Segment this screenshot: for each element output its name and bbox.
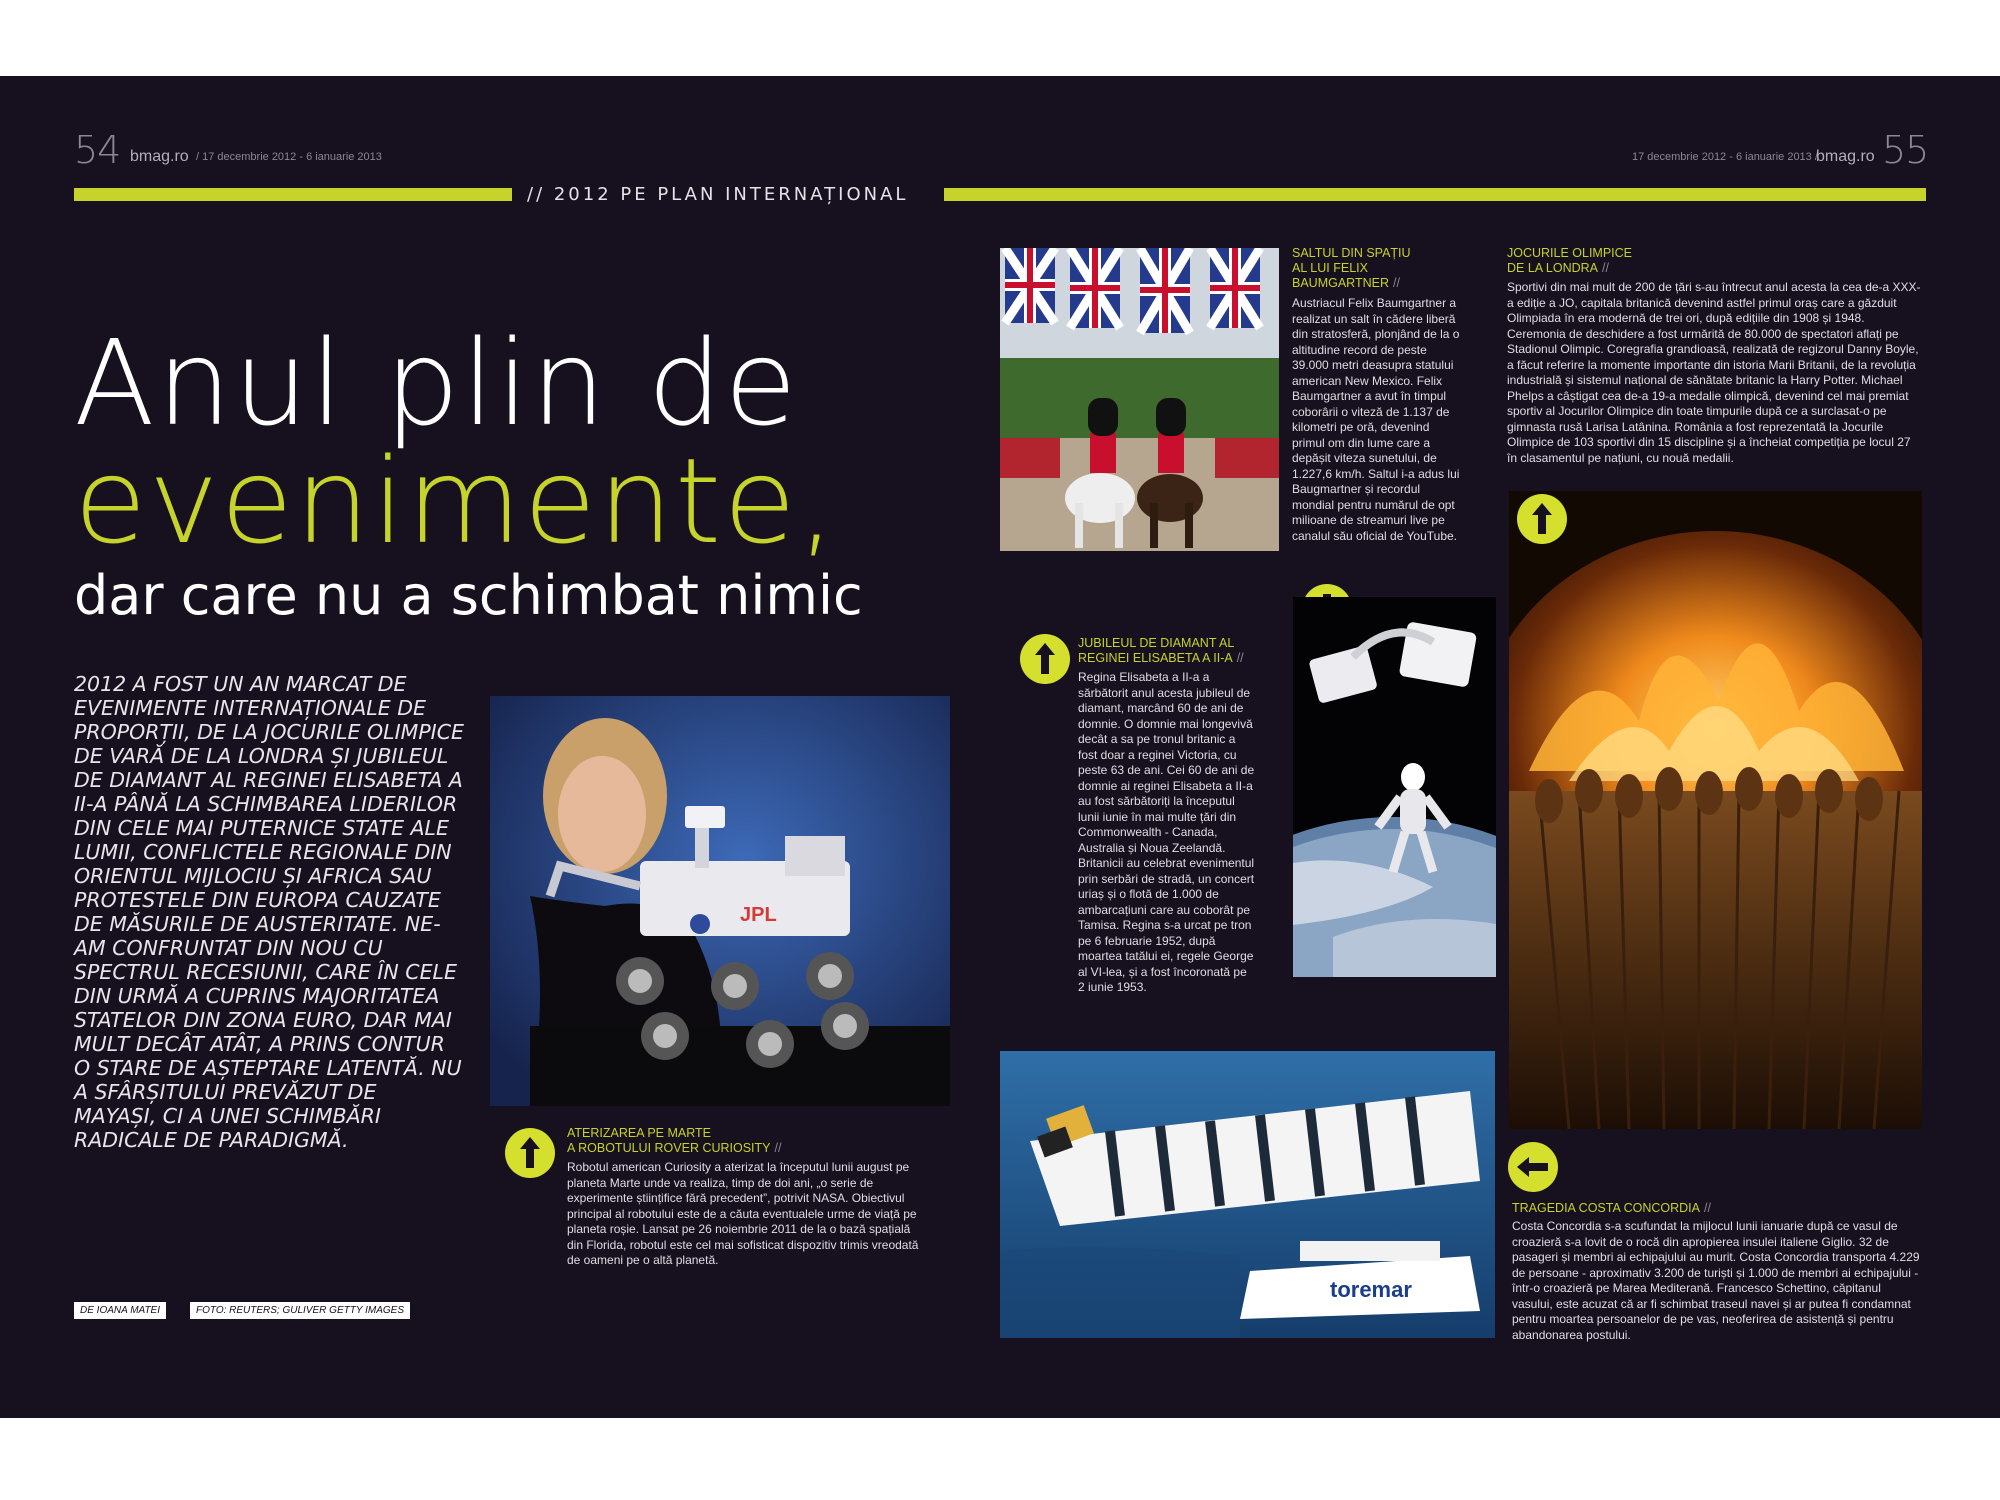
headline-line-3: dar care nu a schimbat nimic [74, 564, 863, 627]
arrow-up-icon-olympics [1517, 494, 1567, 544]
issue-date-left: / 17 decembrie 2012 - 6 ianuarie 2013 [196, 151, 382, 163]
story-concordia-title: TRAGEDIA COSTA CONCORDIA // [1512, 1201, 1711, 1215]
story-concordia-text: Costa Concordia s-a scufundat la mijlocul lunii ianuarie după ce vasul de croazieră s-a lovit de o rocă din apropierea insulei italiene Giglio. 32 de pasageri și membri ai echipajului au murit. Costa Concordia transporta 4.229 de persoane - aproximativ 3.200 de turiști și 1.000 de membri ai echipajului - într-o croazieră pe Marea Mediterană. Francesco Schettino, căpitanul vasului, este acuzat că ar fi schimbat traseul navei și ar putea fi condamnat pentru moartea persoanelor de pe vas, neoferirea de asistență și pentru abandonarea postului. [1512, 1219, 1920, 1342]
arrow-up-icon [505, 1128, 555, 1178]
headline-line-1: Anul plin de [74, 314, 799, 452]
story-jubilee-title-line-2: REGINEI ELISABETA A II-A [1078, 651, 1233, 665]
rover-jpl-label: JPL [740, 904, 777, 926]
right-page-number: 55 [1882, 128, 1929, 172]
ferry-label: toremar [1330, 1277, 1412, 1302]
section-title: // 2012 PE PLAN INTERNAȚIONAL [527, 184, 909, 205]
story-mars-title-line-2: A ROBOTULUI ROVER CURIOSITY [567, 1141, 771, 1155]
intro-paragraph: 2012 A FOST UN AN MARCAT DE EVENIMENTE INTERNAȚIONALE DE PROPORȚII, DE LA JOCURILE OLIMPICE DE VARĂ DE LA LONDRA ȘI JUBILEUL DE DIAMANT AL REGINEI ELISABETA A II-A PÂNĂ LA SCHIMBAREA LIDERILOR DIN CELE MAI PUTERNICE STATE ALE LUMII, CONFLICTELE REGIONALE DIN ORIENTUL MIJLOCIU ȘI AFRICA SAU PROTESTELE DIN EUROPA CAUZATE DE MĂSURILE DE AUSTERITATE. NE-AM CONFRUNTAT DIN NOU CU SPECTRUL RECESIUNII, CARE ÎN CELE DIN URMĂ A CUPRINS MAJORITATEA STATELOR DIN ZONA EURO, DAR MAI MULT DECÂT ATÂT, A PRINS CONTUR O STARE DE AȘTEPTARE LATENTĂ. NU A SFÂRȘITULUI PREVĂZUT DE MAYAȘI, CI A UNEI SCHIMBĂRI RADICALE DE PARADIGMĂ. [74, 672, 464, 1152]
jubilee-photo-illustration [1000, 248, 1279, 551]
cauldron-photo-illustration [1509, 491, 1922, 1129]
story-jump-title-line-3: BAUMGARTNER [1292, 276, 1390, 290]
space-jump-photo [1293, 597, 1496, 977]
story-olympics-title: JOCURILE OLIMPICE DE LA LONDRA // [1507, 246, 1707, 276]
headline-line-2: evenimente, [74, 432, 838, 570]
header-rule-left [74, 188, 512, 201]
arrow-up-icon-jubilee [1020, 634, 1070, 684]
cauldron-photo [1509, 491, 1922, 1129]
story-jubilee-title: JUBILEUL DE DIAMANT AL REGINEI ELISABETA A II-A // [1078, 636, 1283, 666]
rover-photo-illustration [490, 696, 950, 1106]
story-concordia-title-line-1: TRAGEDIA COSTA CONCORDIA [1512, 1201, 1700, 1215]
jubilee-photo [1000, 248, 1279, 551]
rover-photo [490, 696, 950, 1106]
story-olympics-text: Sportivi din mai mult de 200 de țări s-au întrecut anul acesta la cea de-a XXX-a ediție a JO, capitala britanică devenind astfel primul oraș care a găzduit Olimpiada în era modernă de trei ori, după edițiile din 1908 și 1948. Ceremonia de deschidere a fost urmărită de 80.000 de spectatori aflați pe Stadionul Olimpic. Coregrafia grandioasă, realizată de regizorul Danny Boyle, a făcut referire la momente importante din istoria Marii Britanii, de la revoluția industrială și sistemul național de sănătate britanic la Harry Potter. Michael Phelps a câștigat cea de-a 19-a medalie olimpică, devenind cel mai premiat sportiv al Jocurilor Olimpice din toate timpurile după ce a surclasat-o pe gimnasta rusă Larisa Latânina. România a fost reprezentată la Jocurile Olimpice de 103 sportivi din 15 discipline și a încheiat competiția pe locul 27 în clasamentul pe națiuni, cu nouă medalii. [1507, 280, 1921, 465]
story-mars-text: Robotul american Curiosity a aterizat la începutul lunii august pe planeta Marte unde va realiza, timp de doi ani, „o serie de experimente științifice fără precedent”, potrivit NASA. Obiectivul principal al robotului este de a căuta eventualele urme de viață pe planeta roșie. Lansat pe 26 noiembrie 2011 de la o bază spațială din Florida, robotul este cel mai sofisticat dispozitiv trimis vreodată de oameni pe o altă planetă. [567, 1160, 919, 1267]
story-jump-title-line-2: AL LUI FELIX [1292, 261, 1368, 275]
space-jump-photo-illustration [1293, 597, 1496, 977]
site-name-left: bmag.ro [130, 148, 189, 165]
left-page-number: 54 [74, 128, 121, 172]
concordia-photo-illustration [1000, 1051, 1495, 1338]
site-name-right: bmag.ro [1816, 148, 1875, 165]
story-olympics-title-line-1: JOCURILE OLIMPICE [1507, 246, 1633, 260]
author-credit: DE IOANA MATEI [74, 1302, 166, 1319]
story-mars-title: ATERIZAREA PE MARTE A ROBOTULUI ROVER CURIOSITY // [567, 1126, 947, 1156]
photo-credit: FOTO: REUTERS; GULIVER GETTY IMAGES [190, 1302, 410, 1319]
story-olympics-title-line-2: DE LA LONDRA [1507, 261, 1599, 275]
story-jump-title-line-1: SALTUL DIN SPAȚIU [1292, 246, 1411, 260]
header-rule-right [944, 188, 1926, 201]
magazine-spread [0, 76, 2000, 1418]
story-mars-title-line-1: ATERIZAREA PE MARTE [567, 1126, 712, 1140]
story-jubilee-title-line-1: JUBILEUL DE DIAMANT AL [1078, 636, 1235, 650]
issue-date-right: 17 decembrie 2012 - 6 ianuarie 2013 / [1632, 151, 1818, 163]
story-jubilee-text: Regina Elisabeta a II-a a sărbătorit anul acesta jubileul de diamant, marcând 60 de ani de domnie. O domnie mai longevivă decât a sa pe tronul britanic a fost doar a reginei Victoria, cu peste 63 de ani. Cei 60 de ani de domnie ai reginei Elisabeta a II-a au fost sărbătoriți la începutul lunii iunie în mai multe țări din Commonwealth - Canada, Australia și Noua Zeelandă. Britanicii au celebrat evenimentul prin serbări de stradă, un concert uriaș și o flotă de 1.000 de ambarcațiuni care au coborât pe Tamisa. Regina s-a urcat pe tron pe 6 februarie 1952, după moartea tatălui ei, regele George al VI-lea, și a fost încoronată pe 2 iunie 1953. [1078, 670, 1255, 994]
story-jump-text: Austriacul Felix Baumgartner a realizat un salt în cădere liberă din stratosferă, plonjând de la o altitudine record de peste 39.000 metri deasupra statului american New Mexico. Felix Baumgartner a avut în timpul coborârii o viteză de 1.137 de kilometri pe oră, devenind primul om din lume care a depășit viteza sunetului, de 1.227,6 km/h. Saltul i-a adus lui Baugmartner și recordul mondial pentru numărul de opt milioane de streamuri live pe canalul său oficial de YouTube. [1292, 296, 1460, 543]
concordia-photo [1000, 1051, 1495, 1338]
arrow-left-icon [1508, 1142, 1558, 1192]
story-jump-title: SALTUL DIN SPAȚIU AL LUI FELIX BAUMGARTNER // [1292, 246, 1452, 291]
